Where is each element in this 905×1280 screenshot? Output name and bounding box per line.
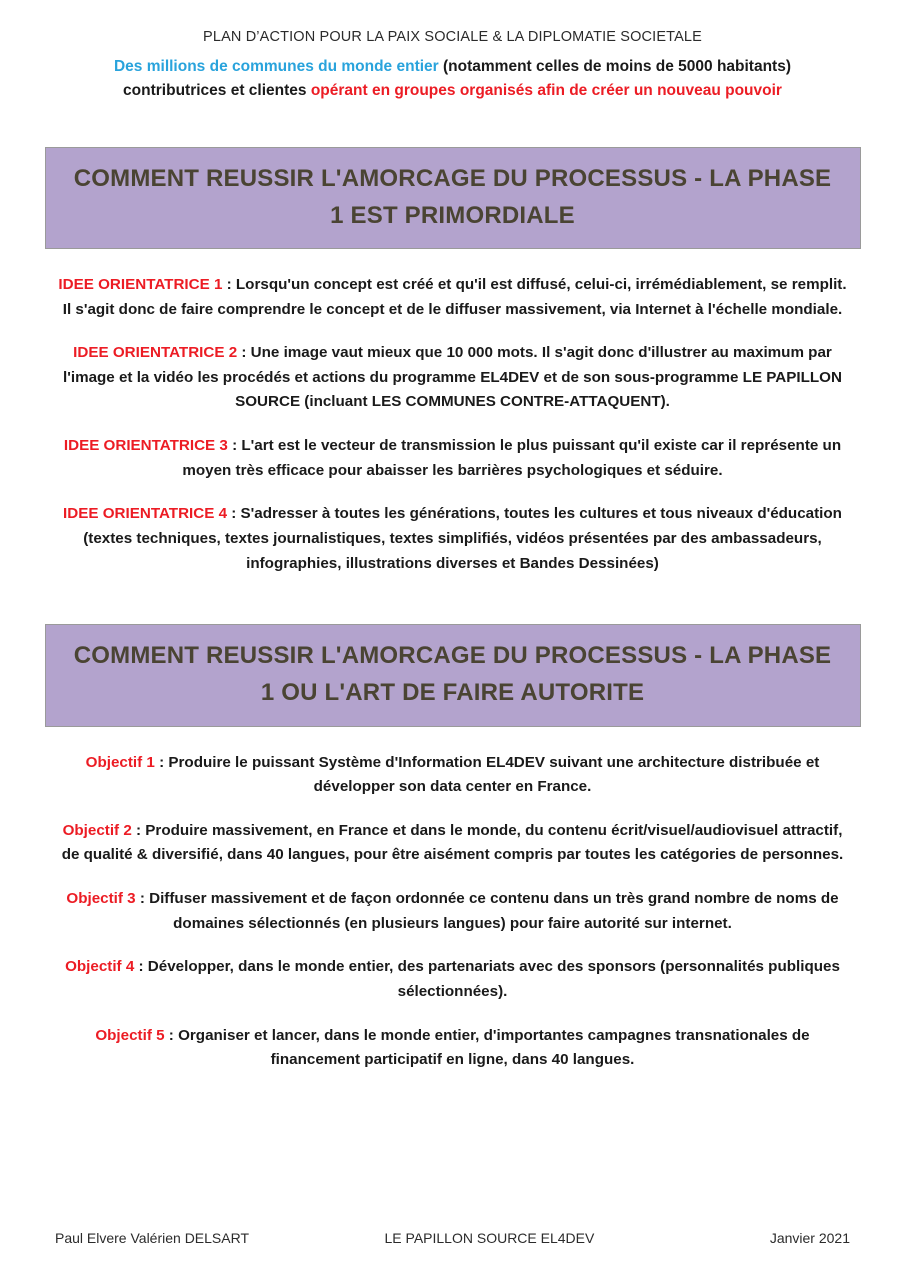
paragraph-separator: : <box>222 275 236 293</box>
paragraph-objectif-2 <box>53 819 853 868</box>
header-subtitle2-red-part: opérant en groupes organisés afin de créer un nouveau pouvoir <box>310 81 782 99</box>
paragraph-separator: : <box>227 437 242 455</box>
section-2-heading-line-2: 1 OU L'ART DE FAIRE AUTORITE <box>260 679 645 707</box>
paragraph-separator: : <box>135 890 150 908</box>
paragraph-lead-label: Objectif 4 <box>65 958 135 976</box>
paragraph-objectif-5 <box>53 1024 853 1073</box>
paragraph-lead-label: IDEE ORIENTATRICE 3 <box>63 437 228 455</box>
paragraph-idee-2 <box>53 341 853 415</box>
section-1-heading-line-1: COMMENT REUSSIR L'AMORCAGE DU PROCESSUS - LA PHASE <box>73 164 832 192</box>
paragraph-lead-label: Objectif 3 <box>66 890 136 908</box>
section-1-heading-line-2: 1 EST PRIMORDIALE <box>330 201 575 229</box>
paragraph-lead-label: Objectif 2 <box>62 821 132 839</box>
section-heading-box-2 <box>45 624 861 726</box>
paragraph-lead-label: IDEE ORIENTATRICE 2 <box>73 344 238 362</box>
paragraph-idee-3 <box>53 434 853 483</box>
paragraph-body: Développer, dans le monde entier, des partenariats avec des sponsors (personnalités publiques sélectionnées). <box>147 958 840 1000</box>
paragraph-lead-label: Objectif 5 <box>95 1026 165 1044</box>
footer-program-name: LE PAPILLON SOURCE EL4DEV <box>384 1230 595 1246</box>
paragraph-separator: : <box>237 344 251 362</box>
paragraph-separator: : <box>164 1026 179 1044</box>
paragraph-body: Produire massivement, en France et dans le monde, du contenu écrit/visuel/audiovisuel attractif, de qualité & diversifié, dans 40 langues, pour être aisément compris par toutes les catégories de personnes. <box>61 821 844 864</box>
paragraph-objectif-3 <box>53 887 853 936</box>
document-header <box>0 0 905 103</box>
header-subtitle-black-part: (notamment celles de moins de 5000 habitants) <box>438 57 791 75</box>
paragraph-body: S'adresser à toutes les générations, toutes les cultures et tous niveaux d'éducation (textes techniques, textes journalistiques, textes simplifiés, vidéos présentées par des ambassadeurs, infographies, illustrations diverses et Bandes Dessinées) <box>83 505 842 572</box>
header-subtitle2-black-part: contributrices et clientes <box>123 81 311 99</box>
paragraph-body: Diffuser massivement et de façon ordonnée ce contenu dans un très grand nombre de noms de domaines sélectionnés (en plusieurs langues) pour faire autorité sur internet. <box>149 890 839 932</box>
paragraph-lead-label: IDEE ORIENTATRICE 4 <box>63 505 228 523</box>
paragraph-body: Lorsqu'un concept est créé et qu'il est diffusé, celui-ci, irrémédiablement, se remplit. Il s'agit donc de faire comprendre le concept et de le diffuser massivement, via Internet à l'échelle mondiale. <box>62 275 847 318</box>
paragraph-lead-label: IDEE ORIENTATRICE 1 <box>58 275 223 293</box>
paragraph-objectif-1 <box>53 751 853 800</box>
header-title-line: PLAN D’ACTION POUR LA PAIX SOCIALE & LA DIPLOMATIE SOCIETALE <box>203 29 702 45</box>
paragraph-body: Organiser et lancer, dans le monde entier, d'importantes campagnes transnationales de financement participatif en ligne, dans 40 langues. <box>178 1026 810 1069</box>
footer-date: Janvier 2021 <box>769 1230 850 1246</box>
paragraph-separator: : <box>134 958 148 976</box>
footer-author: Paul Elvere Valérien DELSART <box>55 1230 250 1246</box>
header-subtitle-line-1 <box>0 55 905 79</box>
header-subtitle-line-2 <box>0 79 905 103</box>
document-footer <box>0 1230 905 1246</box>
paragraph-separator: : <box>131 821 146 839</box>
paragraph-objectif-4 <box>53 955 853 1004</box>
section-2-heading-line-1: COMMENT REUSSIR L'AMORCAGE DU PROCESSUS - LA PHASE <box>73 642 832 670</box>
paragraph-lead-label: Objectif 1 <box>85 753 155 771</box>
paragraph-separator: : <box>227 505 241 523</box>
section-heading-box-1 <box>45 147 861 249</box>
paragraph-separator: : <box>154 753 169 771</box>
paragraph-body: Produire le puissant Système d'Information EL4DEV suivant une architecture distribuée et développer son data center en France. <box>168 753 820 796</box>
paragraph-idee-4 <box>53 502 853 576</box>
paragraph-idee-1 <box>53 273 853 322</box>
paragraph-body: L'art est le vecteur de transmission le plus puissant qu'il existe car il représente un moyen très efficace pour abaisser les barrières psychologiques et séduire. <box>182 437 842 479</box>
paragraph-body: Une image vaut mieux que 10 000 mots. Il s'agit donc d'illustrer au maximum par l'image et la vidéo les procédés et actions du programme EL4DEV et de son sous-programme LE PAPILLON SOURCE (incluant LES COMMUNES CONTRE-ATTAQUENT). <box>63 344 842 411</box>
header-subtitle-blue-part: Des millions de communes du monde entier <box>113 57 439 75</box>
